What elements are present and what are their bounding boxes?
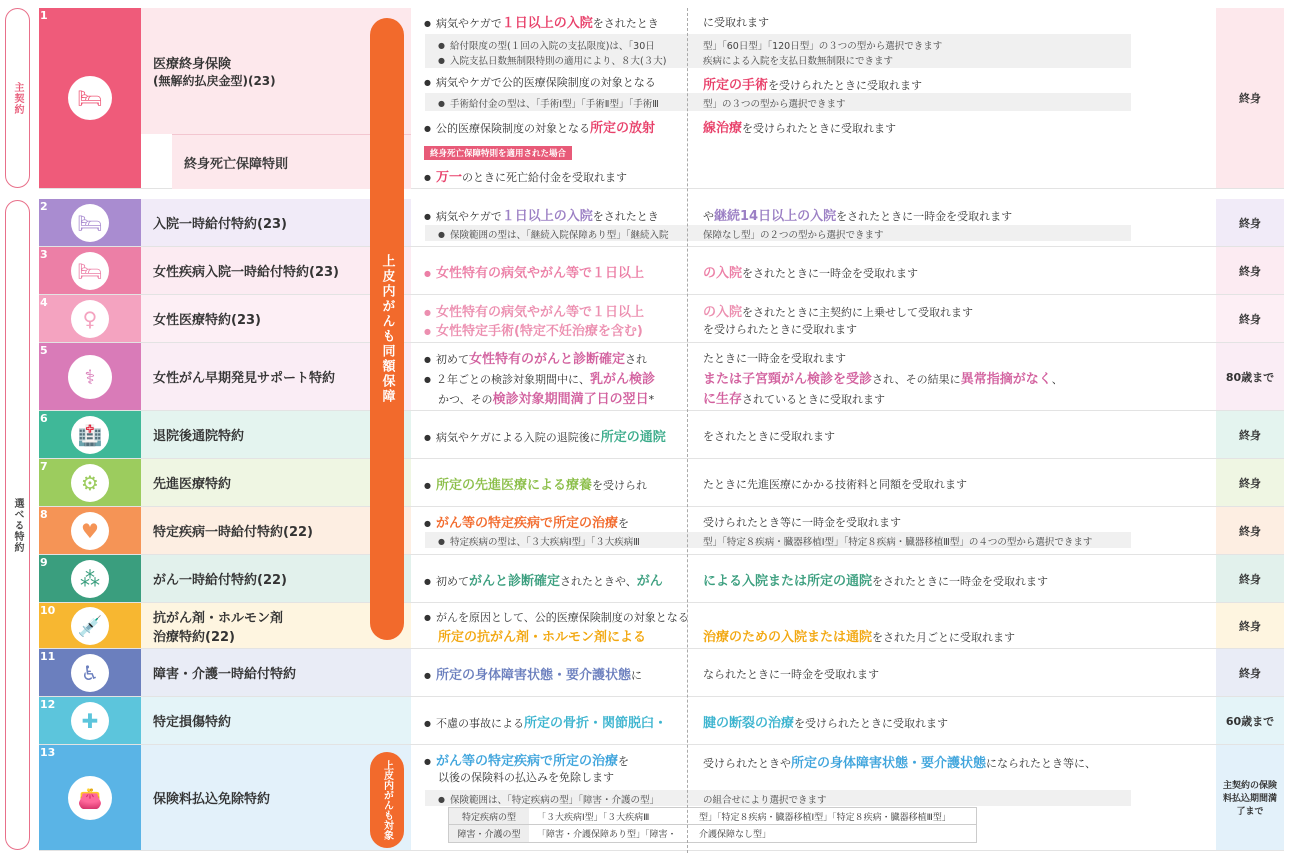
term-cell: 80歳まで (1216, 343, 1284, 410)
row-4 (39, 295, 1284, 343)
term-cell: 終身 (1216, 411, 1284, 458)
table-row (449, 825, 976, 842)
row-icon-cell (39, 697, 141, 744)
row-number: 2 (40, 200, 48, 213)
table-header: 特定疾病の型 (449, 808, 529, 824)
desc-line: ● 病気やケガで１日以上の入院をされたとき (424, 205, 659, 224)
row-name: 先進医療特約 (141, 459, 411, 506)
desc-right (703, 555, 1213, 602)
desc-right (703, 459, 1213, 506)
wheelchair-icon: ♿ (71, 654, 109, 692)
row-icon-cell (39, 295, 141, 342)
desc-line: ● 不慮の事故による所定の骨折・関節脱臼・ (424, 712, 667, 731)
term-cell: 終身 (1216, 295, 1284, 342)
desc-right (703, 603, 1213, 648)
desc-left (424, 603, 689, 648)
desc-line: に受取れます (703, 16, 769, 29)
note-line: ● 保険範囲は、「特定疾病の型」「障害・介護の型」 (438, 792, 659, 806)
row-icon-cell (39, 745, 141, 850)
desc-right (703, 8, 1213, 188)
row-name: 退院後通院特約 (141, 411, 411, 458)
row-number: 8 (40, 508, 48, 521)
row-icon-cell (39, 459, 141, 506)
term-cell: 終身 (1216, 199, 1284, 246)
note-line: 型」「特定８疾病・臓器移植Ⅰ型」「特定８疾病・臓器移植Ⅲ型」の４つの型から選択できます (703, 537, 1093, 548)
row-icon-cell (39, 507, 141, 554)
desc-line: の入院をされたときに主契約に上乗せして受取れます (703, 305, 974, 320)
desc-line: ● 病気やケガで公的医療保険制度の対象となる (424, 74, 656, 90)
row-13 (39, 745, 1284, 851)
note-line: 保障なし型」の２つの型から選択できます (703, 230, 884, 241)
note-line: ● 保険範囲の型は、「継続入院保障あり型」「継続入院 (438, 227, 669, 241)
row-number: 1 (40, 9, 48, 22)
row-name: 入院一時給付特約(23) (141, 199, 411, 246)
note-line: ● 入院支払日数無制限特則の適用により、８大(３大) (438, 53, 666, 67)
syringe-icon: 💉 (71, 607, 109, 645)
condition-tag: 終身死亡保障特則を適用された場合 (424, 146, 572, 160)
row-number: 12 (40, 698, 56, 711)
row-icon-cell (39, 603, 141, 648)
row-number: 11 (40, 650, 56, 663)
tag-line (424, 146, 572, 160)
table-header: 障害・介護の型 (449, 825, 529, 842)
row-name: 障害・介護一時給付特約 (141, 649, 411, 696)
desc-line: かつ、その検診対象期間満了日の翌日* (438, 392, 655, 407)
term-cell: 終身 (1216, 507, 1284, 554)
table-cell: 型」「特定８疾病・臓器移植Ⅰ型」「特定８疾病・臓器移植Ⅲ型」 (699, 812, 951, 823)
desc-line: たときに一時金を受取れます (703, 352, 846, 365)
carcinoma-in-situ-bar-2: 上皮内がんも対象 (370, 752, 404, 848)
row-name-2: 治療特約(22) (153, 629, 235, 645)
desc-line: たときに先進医療にかかる技術料と同額を受取れます (703, 478, 967, 491)
row-8 (39, 507, 1284, 555)
medical-exam-icon: ⚕ (68, 355, 112, 399)
coverage-type-table (448, 807, 977, 843)
row-name: 保険料払込免除特約 (141, 745, 411, 850)
row-name: 抗がん剤・ホルモン剤 (153, 610, 284, 626)
desc-line: や継続14日以上の入院をされたときに一時金を受取れます (703, 209, 1013, 224)
desc-right (703, 247, 1213, 294)
hospital-bed-icon: 🛏 (71, 204, 109, 242)
carcinoma-in-situ-bar: 上皮内がんも同額保障 (370, 18, 404, 640)
bandage-icon: ✚ (71, 702, 109, 740)
note-line: 型」の３つの型から選択できます (703, 99, 846, 110)
desc-line: 以後の保険料の払込みを免除します (438, 771, 614, 784)
advanced-medical-icon: ⚙ (71, 464, 109, 502)
term-cell: 終身 (1216, 459, 1284, 506)
desc-line: 線治療を受けられたときに受取れます (703, 121, 897, 136)
main-contract-label: 主契約 (5, 8, 30, 188)
hospital-bed-icon: 🛏 (68, 76, 112, 120)
row-name: 医療終身保険 (153, 57, 232, 72)
row-number: 10 (40, 604, 56, 617)
desc-left (424, 697, 686, 744)
desc-line: ● がんを原因として、公的医療保険制度の対象となる (424, 609, 689, 625)
hospital-building-icon: 🏥 (71, 416, 109, 454)
column-divider (687, 8, 688, 853)
term-cell: 終身 (1216, 649, 1284, 696)
row-6 (39, 411, 1284, 459)
desc-left (424, 459, 686, 506)
row-12 (39, 697, 1284, 745)
term-cell: 終身 (1216, 247, 1284, 294)
row-icon-cell (39, 555, 141, 602)
desc-right (703, 649, 1213, 696)
hospital-bed-icon: 🛏 (71, 252, 109, 290)
note-line: 型」「60日型」「120日型」の３つの型から選択できます (703, 41, 943, 52)
desc-line: 治療のための入院または通院をされた月ごとに受取れます (703, 630, 1016, 645)
row-7 (39, 459, 1284, 507)
note-line: ● 特定疾病の型は、「３大疾病Ⅰ型」「３大疾病Ⅲ (438, 534, 640, 548)
desc-right (703, 507, 1213, 554)
row-number: 9 (40, 556, 48, 569)
term-cell: 終身 (1216, 8, 1284, 188)
desc-line: なられたときに一時金を受取れます (703, 668, 879, 681)
row-name: 女性疾病入院一時給付特約(23) (141, 247, 411, 294)
row-number: 5 (40, 344, 48, 357)
row-icon-cell (39, 199, 141, 246)
row-1 (39, 8, 1284, 189)
desc-line: ● 病気やケガによる入院の退院後に所定の通院 (424, 426, 666, 445)
desc-line: ● 初めてがんと診断確定されたときや、がん (424, 570, 663, 589)
table-cell: 「３大疾病Ⅰ型」「３大疾病Ⅲ (537, 812, 650, 823)
row-2 (39, 199, 1284, 247)
desc-line: を受けられたときに受取れます (703, 323, 857, 336)
desc-line: ● 万一のときに死亡給付金を受取れます (424, 166, 627, 185)
desc-line: 受けられたとき等に一時金を受取れます (703, 516, 901, 529)
row-9 (39, 555, 1284, 603)
desc-left (424, 247, 686, 294)
purse-icon: 👛 (68, 776, 112, 820)
desc-line: ● 女性特有の病気やがん等で１日以上 (424, 301, 644, 320)
desc-right (703, 343, 1213, 410)
note-line: 疾病による入院を支払日数無制限にできます (703, 56, 894, 67)
desc-line: 受けられたときや所定の身体障害状態・要介護状態になられたとき等に、 (703, 756, 1097, 771)
row-5 (39, 343, 1284, 411)
desc-left (424, 199, 686, 246)
desc-line: 所定の抗がん剤・ホルモン剤による (438, 630, 647, 645)
desc-left (424, 507, 686, 554)
desc-line: ● ２年ごとの検診対象期間中に、乳がん検診 (424, 368, 655, 387)
desc-line: ● がん等の特定疾病で所定の治療を (424, 512, 629, 531)
desc-line: 腱の断裂の治療を受けられたときに受取れます (703, 716, 949, 731)
term-cell: 終身 (1216, 555, 1284, 602)
desc-left (424, 295, 686, 342)
row-icon-cell (39, 8, 141, 188)
row-name: がん一時給付特約(22) (141, 555, 411, 602)
desc-line: をされたときに受取れます (703, 430, 835, 443)
row-number: 7 (40, 460, 48, 473)
desc-left (424, 555, 686, 602)
row-icon-cell (39, 649, 141, 696)
desc-left (424, 649, 686, 696)
row-icon-cell (39, 247, 141, 294)
row-icon-cell (39, 343, 141, 410)
desc-line: ● 病気やケガで１日以上の入院をされたとき (424, 12, 659, 31)
row-name: 特定疾病一時給付特約(22) (141, 507, 411, 554)
desc-line: または子宮頸がん検診を受診され、その結果に異常指摘がなく、 (703, 372, 1063, 387)
note-line: ● 手術給付金の型は、「手術Ⅰ型」「手術Ⅱ型」「手術Ⅲ (438, 96, 659, 110)
row-name: 女性がん早期発見サポート特約 (141, 343, 411, 410)
table-row (449, 808, 976, 825)
desc-left (424, 343, 686, 410)
desc-right (703, 199, 1213, 246)
desc-right (703, 697, 1213, 744)
term-cell: 主契約の保険料払込期間満了まで (1216, 745, 1284, 850)
desc-left (424, 411, 686, 458)
note-line: ● 給付限度の型(１回の入院の支払限度)は、「30日 (438, 38, 655, 52)
row-name-sub: (無解約払戻金型)(23) (153, 74, 276, 88)
row-10 (39, 603, 1284, 649)
row-number: 3 (40, 248, 48, 261)
term-cell: 60歳まで (1216, 697, 1284, 744)
row-11 (39, 649, 1284, 697)
desc-line: ● がん等の特定疾病で所定の治療を (424, 750, 629, 769)
row-name: 特定損傷特約 (141, 697, 411, 744)
cells-icon: ⁂ (71, 560, 109, 598)
row-number: 6 (40, 412, 48, 425)
desc-left (424, 8, 686, 188)
desc-line: の入院をされたときに一時金を受取れます (703, 266, 919, 281)
desc-line: ● 女性特有の病気やがん等で１日以上 (424, 262, 644, 281)
woman-icon: ♀ (71, 300, 109, 338)
desc-right (703, 411, 1213, 458)
row-3 (39, 247, 1284, 295)
desc-line: による入院または所定の通院をされたときに一時金を受取れます (703, 574, 1049, 589)
sub-rider-name: 終身死亡保障特則 (172, 134, 411, 189)
desc-line: 所定の手術を受けられたときに受取れます (703, 78, 923, 93)
desc-line: に生存されているときに受取れます (703, 392, 886, 407)
patient-icon: ♥ (71, 512, 109, 550)
note-line: の組合せにより選択できます (703, 795, 827, 806)
row-name: 女性医療特約(23) (141, 295, 411, 342)
desc-right (703, 295, 1213, 342)
desc-line: ● 初めて女性特有のがんと診断確定され (424, 348, 647, 367)
desc-line: ● 所定の先進医療による療養を受けられ (424, 474, 647, 493)
row-number: 4 (40, 296, 48, 309)
optional-riders-label: 選べる特約 (5, 200, 30, 850)
row-icon-cell (39, 411, 141, 458)
row-number: 13 (40, 746, 56, 759)
desc-line: ● 公的医療保険制度の対象となる所定の放射 (424, 117, 655, 136)
table-cell: 「障害・介護保障あり型」「障害・ (537, 830, 677, 840)
desc-line: ● 所定の身体障害状態・要介護状態に (424, 664, 642, 683)
term-cell: 終身 (1216, 603, 1284, 648)
desc-line: ● 女性特定手術(特定不妊治療を含む) (424, 320, 643, 339)
table-cell: 介護保障なし型」 (699, 830, 772, 840)
